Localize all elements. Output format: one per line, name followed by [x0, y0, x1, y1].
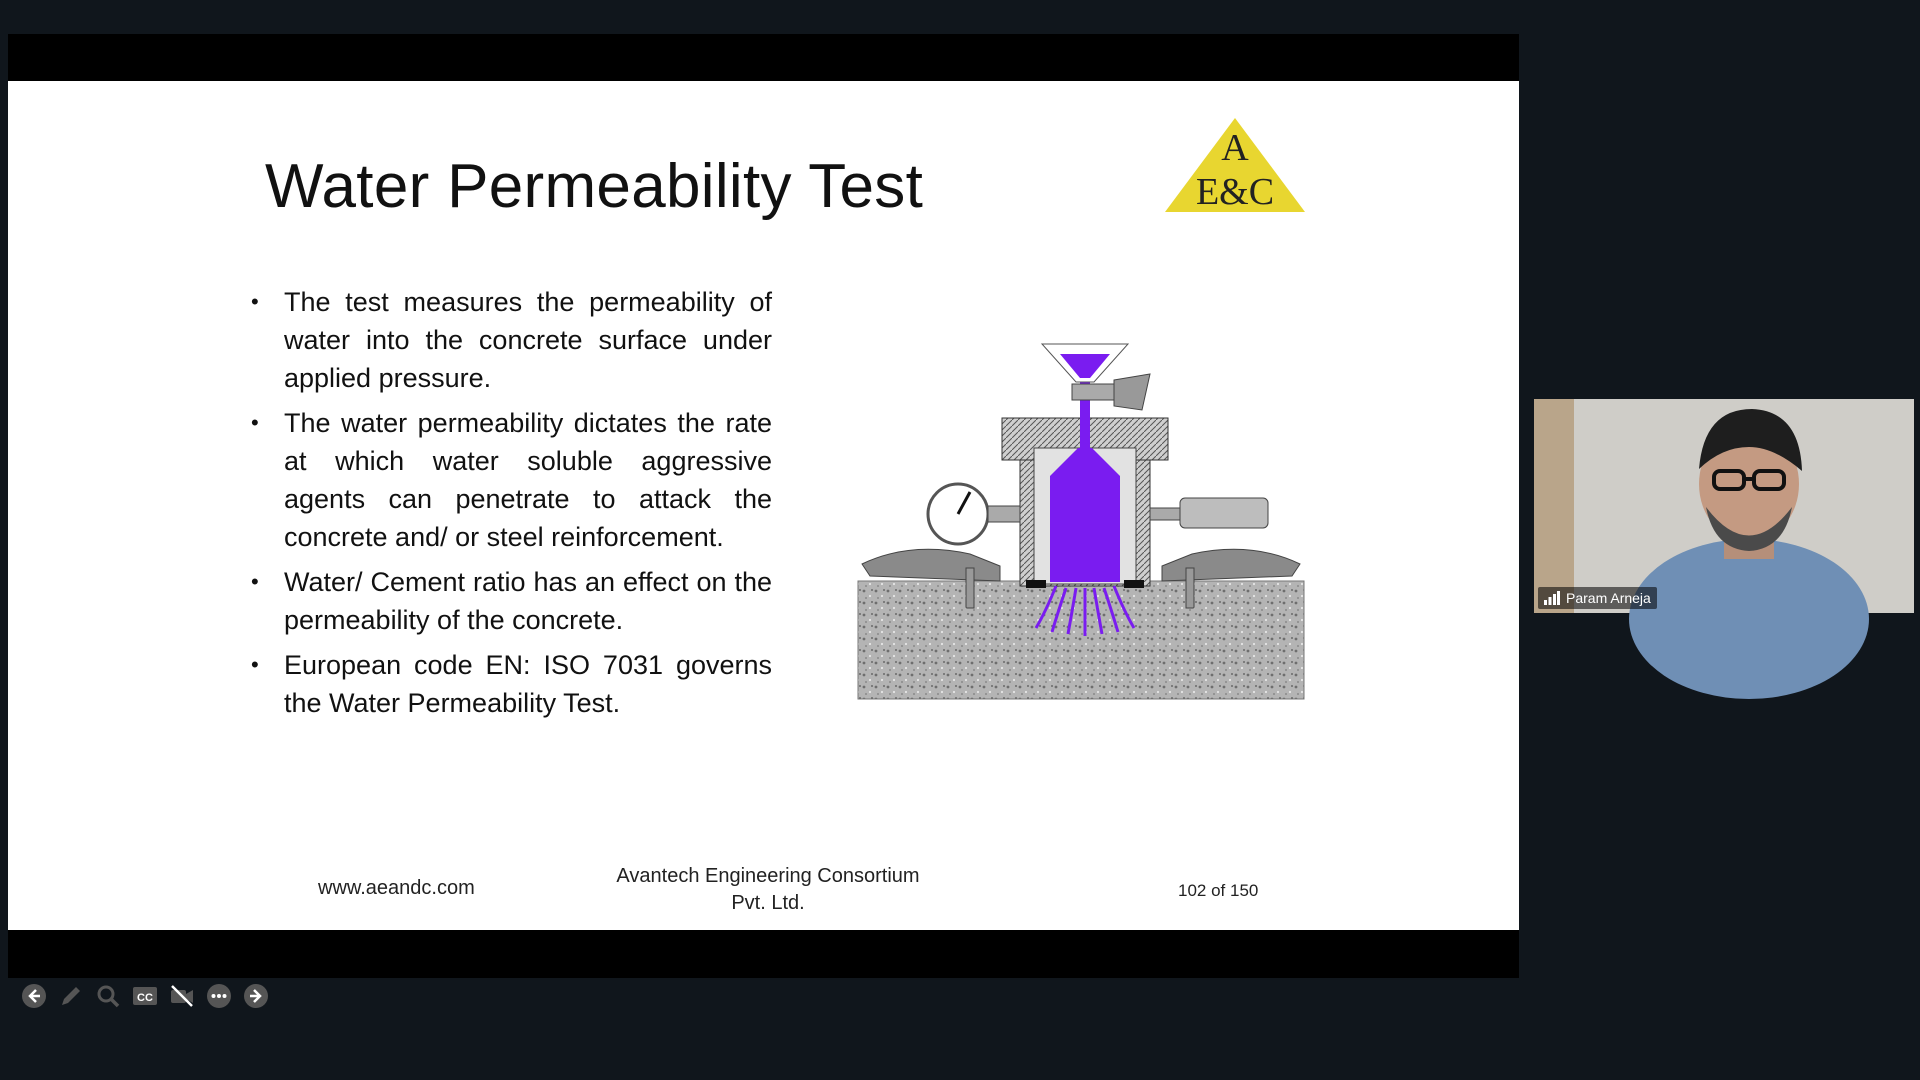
bullet-item: • Water/ Cement ratio has an effect on the permeability of the concrete.	[240, 563, 772, 639]
svg-text:CC: CC	[137, 992, 153, 1004]
concrete-specimen	[858, 581, 1304, 699]
bullet-item: • The test measures the permeability of water into the concrete surface under applied pressure.	[240, 283, 772, 397]
participant-name-tag	[1538, 587, 1657, 609]
company-logo	[1163, 116, 1307, 214]
zoom-icon[interactable]	[94, 982, 122, 1010]
participant-name: Param Arneja	[1566, 590, 1651, 606]
bullet-list	[240, 283, 772, 729]
logo-line2: E&C	[1195, 171, 1275, 213]
camera-off-icon[interactable]	[168, 982, 196, 1010]
participant-video[interactable]	[1534, 399, 1914, 613]
pen-icon[interactable]	[57, 982, 85, 1010]
bullet-dot: •	[251, 289, 259, 314]
signal-bars-icon	[1544, 591, 1560, 605]
bullet-dot: •	[251, 652, 259, 677]
presentation-slide	[8, 81, 1519, 1004]
bullet-dot: •	[251, 410, 259, 435]
presentation-controls	[20, 981, 270, 1011]
footer-website: www.aeandc.com	[318, 877, 475, 899]
bullet-item: • European code EN: ISO 7031 governs the Water Permeability Test.	[240, 646, 772, 722]
bullet-dot: •	[251, 569, 259, 594]
bullet-item: • The water permeability dictates the rate at which water soluble aggressive agents can penetrate to attack the concrete and/ or steel reinforcement.	[240, 404, 772, 556]
footer-company: Avantech Engineering Consortium Pvt. Ltd.	[616, 865, 920, 914]
captions-icon[interactable]	[131, 982, 159, 1010]
logo-line1: A	[1221, 127, 1249, 169]
water-column	[1050, 448, 1120, 582]
next-slide-icon[interactable]	[242, 982, 270, 1010]
permeability-apparatus-diagram	[850, 336, 1310, 716]
participant-avatar	[1534, 399, 1914, 613]
slide-page-number: 102 of 150	[1178, 881, 1259, 900]
previous-slide-icon[interactable]	[20, 982, 48, 1010]
more-options-icon[interactable]	[205, 982, 233, 1010]
slide-title: Water Permeability Test	[265, 152, 924, 221]
